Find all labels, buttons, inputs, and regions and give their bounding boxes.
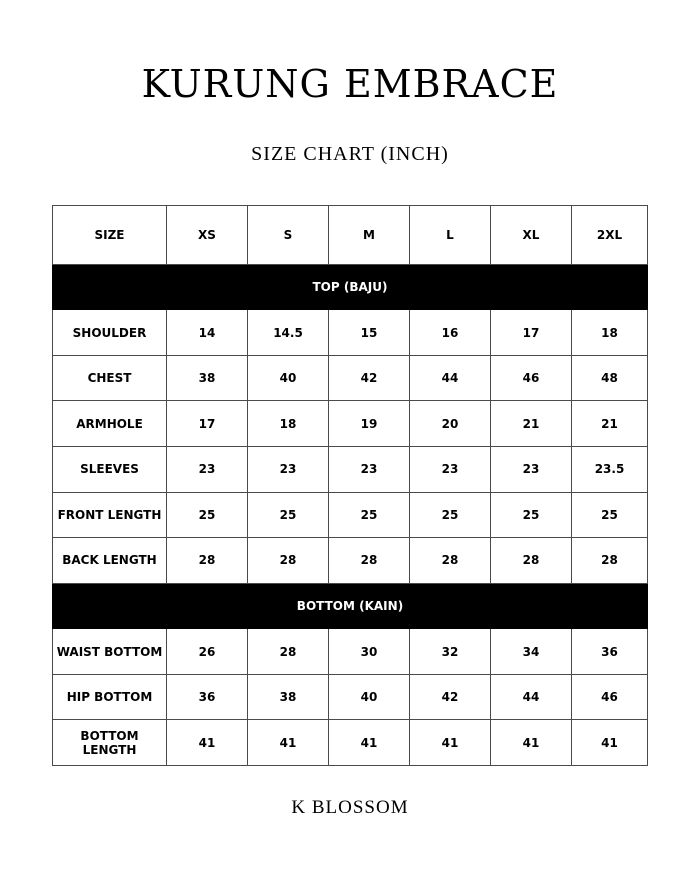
row-label: ARMHOLE (53, 401, 167, 447)
table-cell: 28 (167, 538, 248, 584)
header-cell-xs: XS (167, 206, 248, 265)
table-cell: 17 (167, 401, 248, 447)
table-cell: 36 (572, 629, 648, 675)
table-cell: 17 (491, 310, 572, 356)
table-cell: 41 (248, 720, 329, 766)
table-cell: 16 (410, 310, 491, 356)
row-label: SHOULDER (53, 310, 167, 356)
page-title: KURUNG EMBRACE (141, 62, 559, 106)
table-cell: 42 (410, 674, 491, 720)
table-cell: 25 (248, 492, 329, 538)
row-label: BOTTOM LENGTH (53, 720, 167, 766)
table-cell: 23 (410, 446, 491, 492)
table-cell: 34 (491, 629, 572, 675)
table-cell: 18 (572, 310, 648, 356)
table-cell: 28 (248, 538, 329, 584)
table-row (53, 355, 648, 401)
table-row (53, 310, 648, 356)
section-header-row (53, 583, 648, 629)
table-cell: 40 (248, 355, 329, 401)
table-cell: 21 (572, 401, 648, 447)
row-label: SLEEVES (53, 446, 167, 492)
table-cell: 41 (410, 720, 491, 766)
table-cell: 41 (167, 720, 248, 766)
table-cell: 46 (572, 674, 648, 720)
table-cell: 38 (167, 355, 248, 401)
table-cell: 20 (410, 401, 491, 447)
table-row (53, 674, 648, 720)
table-row (53, 538, 648, 584)
table-cell: 28 (572, 538, 648, 584)
table-cell: 28 (248, 629, 329, 675)
table-row (53, 401, 648, 447)
table-cell: 25 (572, 492, 648, 538)
table-row (53, 446, 648, 492)
table-cell: 23 (491, 446, 572, 492)
table-cell: 44 (491, 674, 572, 720)
table-cell: 23 (248, 446, 329, 492)
table-cell: 25 (329, 492, 410, 538)
table-cell: 18 (248, 401, 329, 447)
table-cell: 28 (491, 538, 572, 584)
table-row (53, 720, 648, 766)
table-cell: 23.5 (572, 446, 648, 492)
table-cell: 36 (167, 674, 248, 720)
table-cell: 44 (410, 355, 491, 401)
table-row (53, 629, 648, 675)
section-title: BOTTOM (KAIN) (53, 583, 648, 629)
table-cell: 48 (572, 355, 648, 401)
row-label: BACK LENGTH (53, 538, 167, 584)
table-cell: 32 (410, 629, 491, 675)
page-subtitle: SIZE CHART (INCH) (251, 143, 449, 165)
row-label: WAIST BOTTOM (53, 629, 167, 675)
table-cell: 41 (491, 720, 572, 766)
header-cell-xl: XL (491, 206, 572, 265)
table-cell: 23 (329, 446, 410, 492)
header-cell-m: M (329, 206, 410, 265)
table-cell: 40 (329, 674, 410, 720)
table-cell: 41 (329, 720, 410, 766)
size-chart-table (52, 205, 648, 766)
row-label: CHEST (53, 355, 167, 401)
table-cell: 42 (329, 355, 410, 401)
table-row (53, 492, 648, 538)
section-title: TOP (BAJU) (53, 264, 648, 310)
header-cell-s: S (248, 206, 329, 265)
table-cell: 19 (329, 401, 410, 447)
table-cell: 38 (248, 674, 329, 720)
header-cell-l: L (410, 206, 491, 265)
table-cell: 25 (491, 492, 572, 538)
table-cell: 25 (167, 492, 248, 538)
table-cell: 28 (329, 538, 410, 584)
row-label: FRONT LENGTH (53, 492, 167, 538)
table-cell: 14.5 (248, 310, 329, 356)
brand-logo-text: K BLOSSOM (291, 797, 409, 818)
section-header-row (53, 264, 648, 310)
table-header-row (53, 206, 648, 265)
table-cell: 23 (167, 446, 248, 492)
table-cell: 15 (329, 310, 410, 356)
table-cell: 25 (410, 492, 491, 538)
header-cell-size: SIZE (53, 206, 167, 265)
row-label: HIP BOTTOM (53, 674, 167, 720)
table-cell: 26 (167, 629, 248, 675)
header-cell-2xl: 2XL (572, 206, 648, 265)
table-cell: 28 (410, 538, 491, 584)
table-cell: 41 (572, 720, 648, 766)
table-cell: 21 (491, 401, 572, 447)
table-cell: 14 (167, 310, 248, 356)
table-cell: 30 (329, 629, 410, 675)
table-cell: 46 (491, 355, 572, 401)
